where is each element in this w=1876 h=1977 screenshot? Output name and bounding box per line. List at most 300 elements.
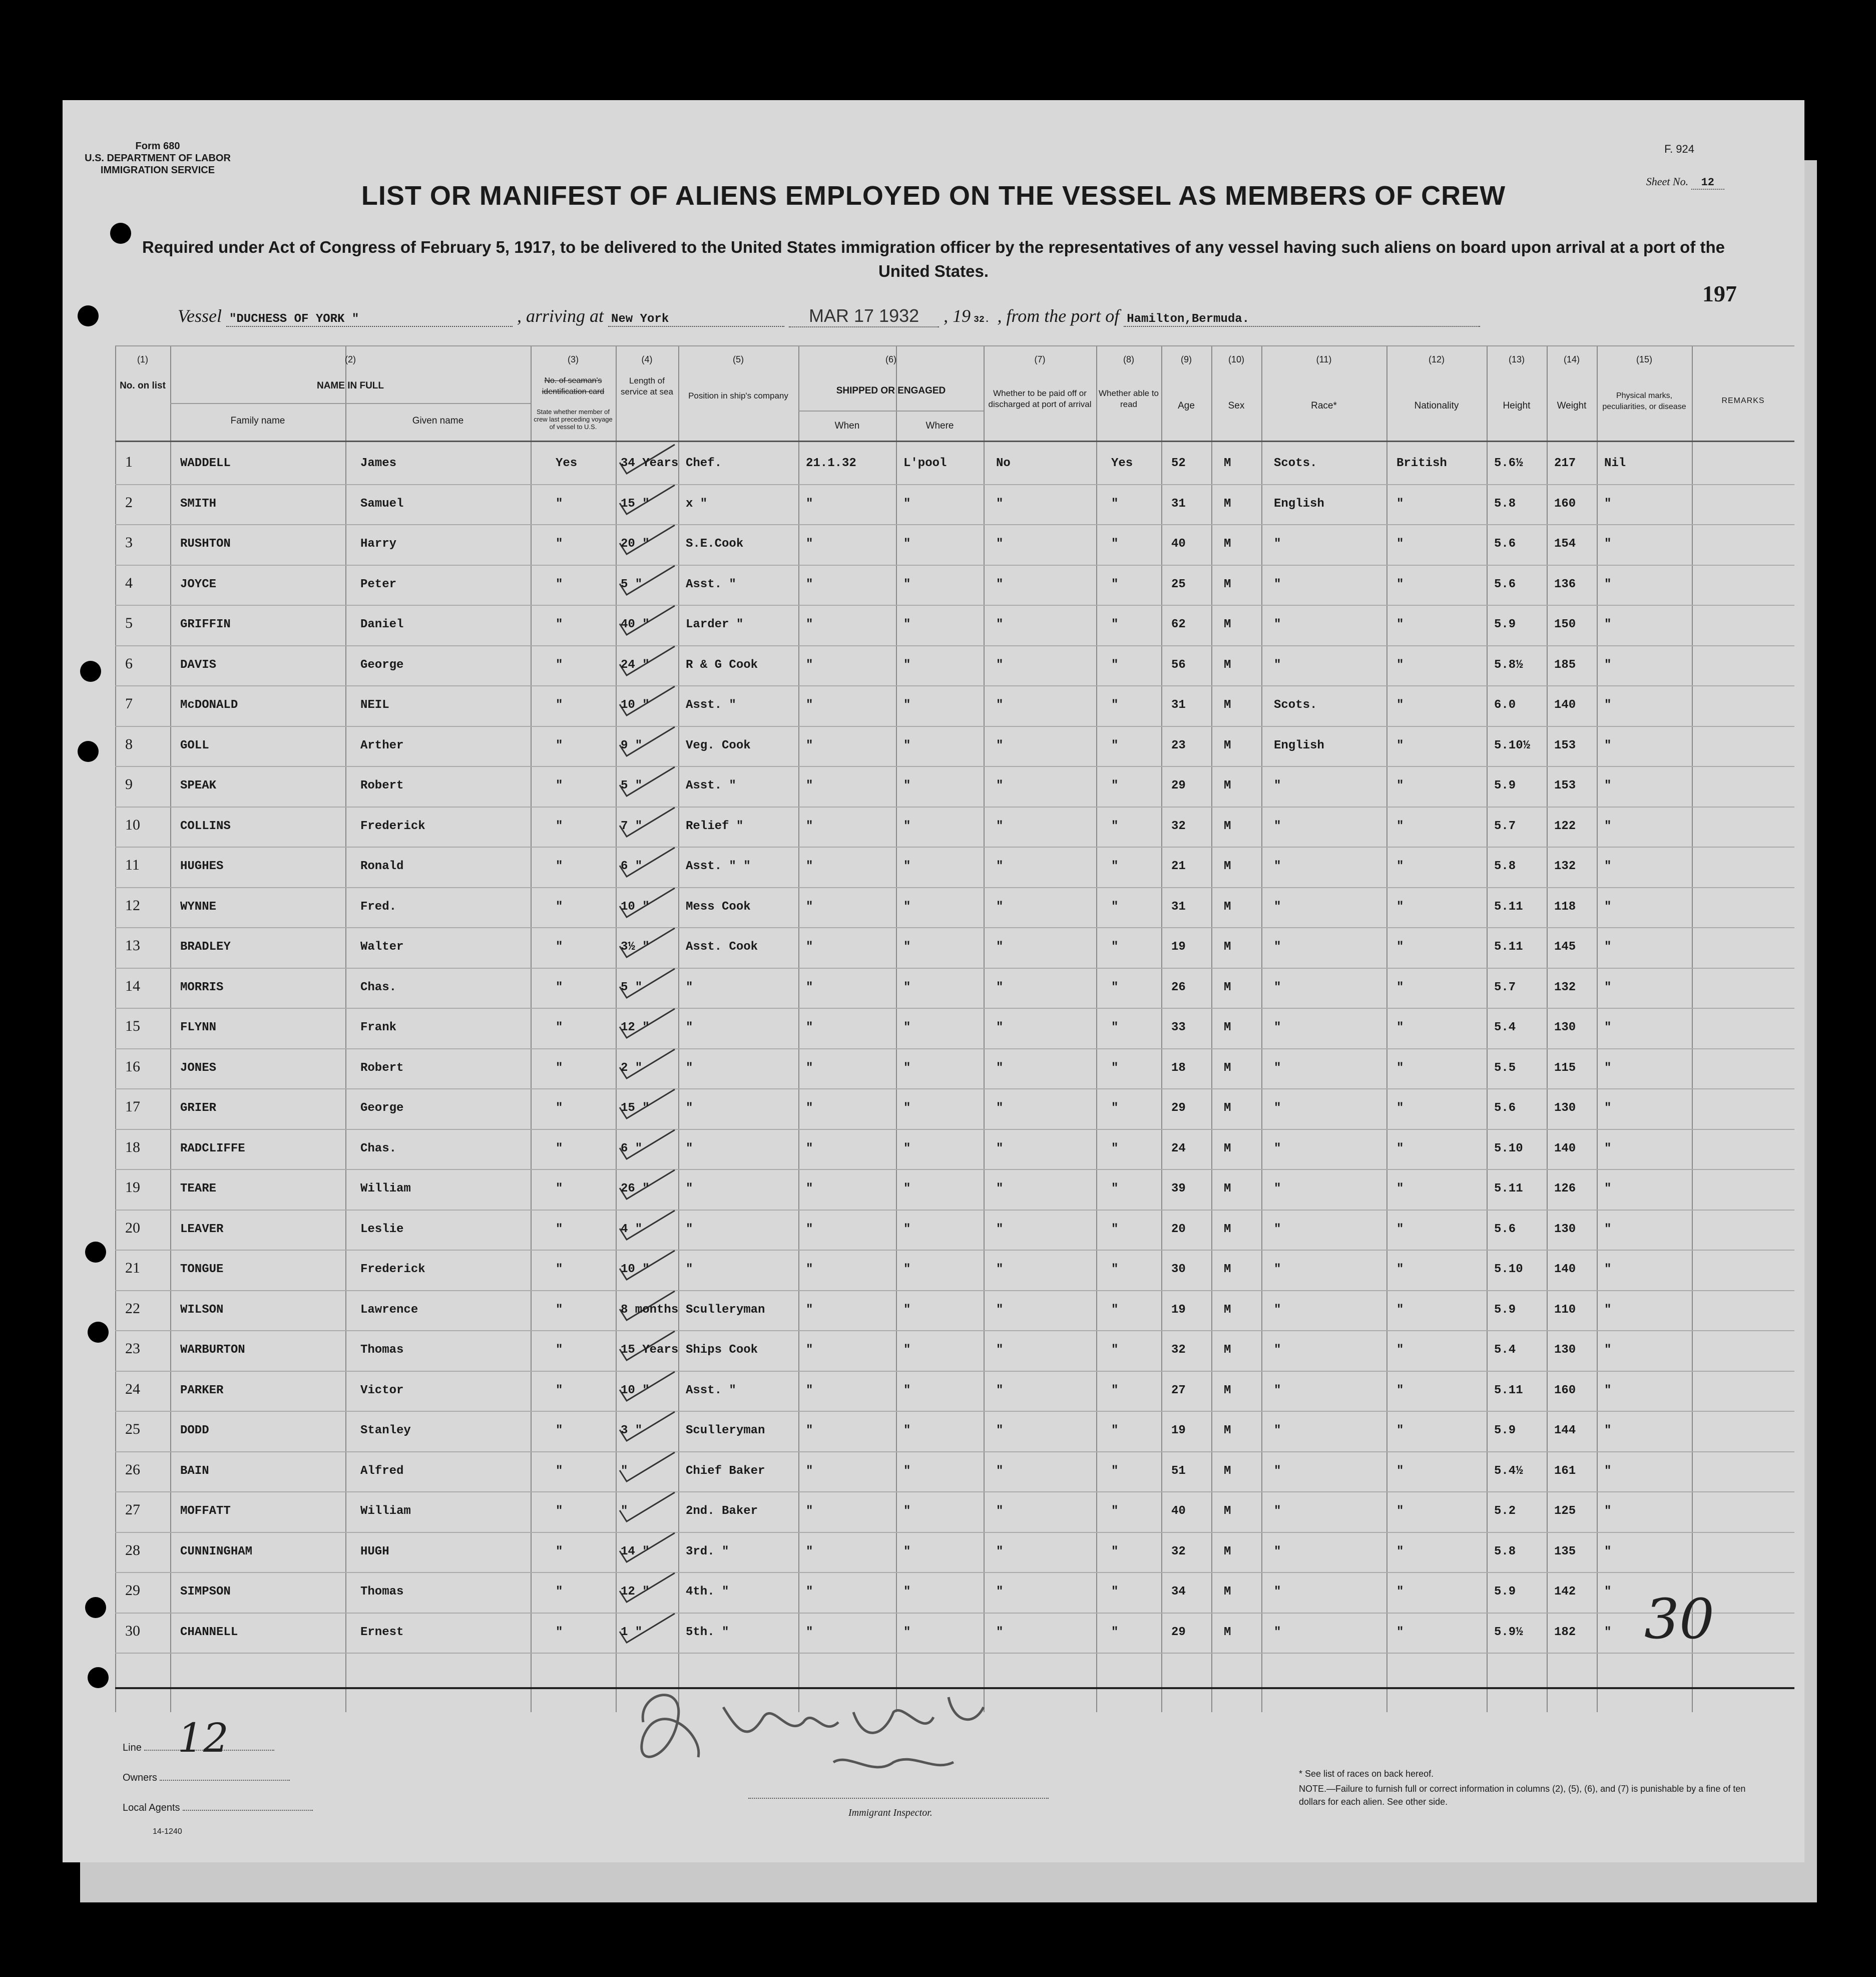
physical-marks: " <box>1604 1061 1612 1075</box>
shipped-where: " <box>903 577 911 591</box>
previous-voyage: Yes <box>556 457 578 470</box>
height: 5.6 <box>1494 577 1516 591</box>
height: 5.9 <box>1494 1303 1516 1317</box>
row-number: 8 <box>125 735 133 752</box>
position: 2nd. Baker <box>686 1504 758 1518</box>
given-name: Thomas <box>360 1585 404 1599</box>
age: 51 <box>1171 1464 1186 1478</box>
sex: M <box>1224 1383 1231 1397</box>
sex: M <box>1224 577 1231 591</box>
paid-off: " <box>996 1383 1004 1397</box>
weight: 150 <box>1554 618 1576 631</box>
race: " <box>1274 1585 1281 1599</box>
col-num-15: (15) <box>1636 354 1652 364</box>
length-of-service: 26 " <box>621 1182 650 1196</box>
length-of-service: 34 Years <box>621 457 679 470</box>
previous-voyage: " <box>556 980 563 994</box>
length-of-service: 24 " <box>621 658 650 672</box>
family-name: JONES <box>180 1061 217 1075</box>
row-number: 3 <box>125 534 133 551</box>
given-name: Fred. <box>360 900 397 914</box>
vessel-name: "DUCHESS OF YORK " <box>226 312 513 327</box>
weight: 132 <box>1554 980 1576 994</box>
sex: M <box>1224 1343 1231 1357</box>
race: " <box>1274 819 1281 833</box>
nationality: " <box>1396 900 1404 914</box>
race: " <box>1274 900 1281 914</box>
length-of-service: 14 " <box>621 1544 650 1558</box>
inspector-label: Immigrant Inspector. <box>848 1807 932 1818</box>
physical-marks: " <box>1604 819 1612 833</box>
shipped-when: " <box>806 537 813 551</box>
row-number: 25 <box>125 1421 140 1437</box>
col-num-3: (3) <box>568 354 579 364</box>
age: 32 <box>1171 819 1186 833</box>
shipped-when: " <box>806 618 813 631</box>
able-to-read: " <box>1111 860 1119 873</box>
given-name: Harry <box>360 537 397 551</box>
family-name: COLLINS <box>180 819 231 833</box>
weight: 130 <box>1554 1101 1576 1115</box>
able-to-read: " <box>1111 1222 1119 1236</box>
physical-marks: " <box>1604 1182 1612 1196</box>
col-num-7: (7) <box>1034 354 1046 364</box>
weight: 130 <box>1554 1222 1576 1236</box>
able-to-read: " <box>1111 1101 1119 1115</box>
row-number: 17 <box>125 1098 140 1115</box>
physical-marks: " <box>1604 537 1612 551</box>
nationality: " <box>1396 1101 1404 1115</box>
physical-marks: " <box>1604 1424 1612 1437</box>
given-name: Walter <box>360 940 404 954</box>
previous-voyage: " <box>556 779 563 793</box>
row-number: 9 <box>125 776 133 793</box>
nationality: " <box>1396 940 1404 954</box>
nationality: " <box>1396 1504 1404 1518</box>
family-name: RUSHTON <box>180 537 231 551</box>
row-number: 14 <box>125 977 140 994</box>
shipped-when: " <box>806 497 813 511</box>
weight: 160 <box>1554 1383 1576 1397</box>
height: 5.9 <box>1494 779 1516 793</box>
family-name: FLYNN <box>180 1021 217 1034</box>
nationality: " <box>1396 618 1404 631</box>
physical-marks: " <box>1604 980 1612 994</box>
shipped-when: " <box>806 1544 813 1558</box>
previous-voyage: " <box>556 537 563 551</box>
race: " <box>1274 537 1281 551</box>
paid-off: " <box>996 577 1004 591</box>
weight: 153 <box>1554 738 1576 752</box>
weight: 132 <box>1554 860 1576 873</box>
race: " <box>1274 1383 1281 1397</box>
given-name: Chas. <box>360 1141 397 1155</box>
age: 23 <box>1171 738 1186 752</box>
binder-hole <box>110 223 131 244</box>
race: " <box>1274 1021 1281 1034</box>
nationality: " <box>1396 577 1404 591</box>
previous-voyage: " <box>556 1263 563 1276</box>
able-to-read: " <box>1111 1464 1119 1478</box>
family-name: CUNNINGHAM <box>180 1544 253 1558</box>
length-of-service: 10 " <box>621 1263 650 1276</box>
height: 5.9 <box>1494 618 1516 631</box>
length-of-service: 5 " <box>621 980 643 994</box>
table-row <box>115 1372 1794 1412</box>
position: " <box>686 980 693 994</box>
weight: 140 <box>1554 1141 1576 1155</box>
shipped-where: " <box>903 1182 911 1196</box>
position: Asst. " <box>686 779 736 793</box>
form-number: Form 680 <box>135 141 180 152</box>
sex: M <box>1224 1424 1231 1437</box>
nationality: " <box>1396 1625 1404 1639</box>
given-name: Leslie <box>360 1222 404 1236</box>
weight: 160 <box>1554 497 1576 511</box>
height: 5.6½ <box>1494 457 1523 470</box>
binder-hole <box>85 1597 106 1618</box>
previous-voyage: " <box>556 1343 563 1357</box>
age: 19 <box>1171 940 1186 954</box>
physical-marks: " <box>1604 1343 1612 1357</box>
weight: 126 <box>1554 1182 1576 1196</box>
physical-marks: " <box>1604 497 1612 511</box>
nationality: " <box>1396 980 1404 994</box>
sex: M <box>1224 1061 1231 1075</box>
paid-off: " <box>996 1061 1004 1075</box>
age: 21 <box>1171 860 1186 873</box>
physical-marks: " <box>1604 1383 1612 1397</box>
paid-off: " <box>996 940 1004 954</box>
given-name: Ronald <box>360 860 404 873</box>
race: " <box>1274 1504 1281 1518</box>
height: 5.7 <box>1494 819 1516 833</box>
given-name: Lawrence <box>360 1303 418 1317</box>
given-name: Daniel <box>360 618 404 631</box>
able-to-read: " <box>1111 779 1119 793</box>
previous-voyage: " <box>556 900 563 914</box>
family-name: DODD <box>180 1424 209 1437</box>
sex: M <box>1224 819 1231 833</box>
physical-marks: " <box>1604 940 1612 954</box>
previous-voyage: " <box>556 1464 563 1478</box>
family-name: WILSON <box>180 1303 224 1317</box>
form-meta <box>83 140 233 176</box>
paid-off: " <box>996 537 1004 551</box>
race: " <box>1274 1625 1281 1639</box>
manifest-sheet <box>63 100 1804 1862</box>
family-name: HUGHES <box>180 860 224 873</box>
shipped-when: 21.1.32 <box>806 457 856 470</box>
row-number: 16 <box>125 1058 140 1075</box>
paid-off: " <box>996 1424 1004 1437</box>
length-of-service: 1 " <box>621 1625 643 1639</box>
physical-marks: " <box>1604 1625 1612 1639</box>
table-row <box>115 767 1794 807</box>
shipped-when: " <box>806 1464 813 1478</box>
shipped-where: " <box>903 1383 911 1397</box>
hdr-paid-off: Whether to be paid off or discharged at port of arrival <box>988 388 1092 409</box>
nationality: " <box>1396 1464 1404 1478</box>
shipped-where: " <box>903 1464 911 1478</box>
shipped-where: " <box>903 738 911 752</box>
able-to-read: " <box>1111 537 1119 551</box>
age: 52 <box>1171 457 1186 470</box>
row-number: 18 <box>125 1138 140 1155</box>
row-number: 21 <box>125 1260 140 1276</box>
given-name: Peter <box>360 577 397 591</box>
hdr-shipped: SHIPPED OR ENGAGED <box>836 385 946 396</box>
height: 5.4½ <box>1494 1464 1523 1478</box>
age: 39 <box>1171 1182 1186 1196</box>
physical-marks: " <box>1604 1504 1612 1518</box>
nationality: " <box>1396 1222 1404 1236</box>
height: 5.7 <box>1494 980 1516 994</box>
length-of-service: 12 " <box>621 1585 650 1599</box>
sex: M <box>1224 1021 1231 1034</box>
row-number: 23 <box>125 1340 140 1357</box>
weight: 125 <box>1554 1504 1576 1518</box>
hdr-no-on-list: No. on list <box>120 380 166 391</box>
binder-hole <box>88 1322 109 1343</box>
age: 31 <box>1171 497 1186 511</box>
col-num-4: (4) <box>641 354 653 364</box>
weight: 185 <box>1554 658 1576 672</box>
hdr-age: Age <box>1178 401 1195 411</box>
position: " <box>686 1021 693 1034</box>
sex: M <box>1224 860 1231 873</box>
race: " <box>1274 658 1281 672</box>
shipped-where: " <box>903 1303 911 1317</box>
vessel-line: Vessel "DUCHESS OF YORK " , arriving at New York MAR 17 1932 , 19 32. , from the port of Hamilton,Bermuda. <box>178 305 1480 327</box>
nationality: " <box>1396 1263 1404 1276</box>
hdr-length-service: Length of service at sea <box>621 376 673 397</box>
length-of-service: " <box>621 1504 628 1518</box>
race: Scots. <box>1274 457 1317 470</box>
shipped-when: " <box>806 1303 813 1317</box>
physical-marks: " <box>1604 1101 1612 1115</box>
table-row <box>115 646 1794 686</box>
nationality: " <box>1396 1544 1404 1558</box>
sex: M <box>1224 779 1231 793</box>
given-name: Alfred <box>360 1464 404 1478</box>
length-of-service: 6 " <box>621 860 643 873</box>
race: English <box>1274 497 1324 511</box>
shipped-where: " <box>903 980 911 994</box>
table-row <box>115 1009 1794 1049</box>
weight: 154 <box>1554 537 1576 551</box>
hdr-seaman-note: State whether member of crew last preceding voyage of vessel to U.S. <box>534 408 613 431</box>
age: 33 <box>1171 1021 1186 1034</box>
col-num-12: (12) <box>1428 354 1445 364</box>
sex: M <box>1224 457 1231 470</box>
nationality: " <box>1396 1021 1404 1034</box>
table-row <box>115 848 1794 888</box>
family-name: PARKER <box>180 1383 224 1397</box>
shipped-when: " <box>806 1343 813 1357</box>
height: 5.6 <box>1494 1222 1516 1236</box>
height: 5.10½ <box>1494 738 1531 752</box>
sex: M <box>1224 1182 1231 1196</box>
paid-off: " <box>996 980 1004 994</box>
table-row <box>115 1573 1794 1613</box>
shipped-where: " <box>903 1101 911 1115</box>
previous-voyage: " <box>556 1625 563 1639</box>
able-to-read: " <box>1111 577 1119 591</box>
position: Sculleryman <box>686 1424 765 1437</box>
age: 20 <box>1171 1222 1186 1236</box>
row-number: 6 <box>125 655 133 672</box>
physical-marks: " <box>1604 1303 1612 1317</box>
nationality: " <box>1396 1303 1404 1317</box>
table-row <box>115 727 1794 767</box>
race: " <box>1274 1182 1281 1196</box>
hdr-seaman-card: No. of seaman's identification card <box>542 376 605 396</box>
previous-voyage: " <box>556 940 563 954</box>
race: " <box>1274 980 1281 994</box>
hdr-position: Position in ship's company <box>688 391 788 401</box>
weight: 135 <box>1554 1544 1576 1558</box>
family-name: WYNNE <box>180 900 217 914</box>
col-num-14: (14) <box>1563 354 1580 364</box>
nationality: " <box>1396 779 1404 793</box>
position: Asst. " <box>686 1383 736 1397</box>
sheet-number: Sheet No. 12 <box>1646 175 1724 189</box>
shipped-where: " <box>903 1263 911 1276</box>
paid-off: " <box>996 779 1004 793</box>
able-to-read: " <box>1111 1182 1119 1196</box>
height: 5.11 <box>1494 1383 1523 1397</box>
shipped-where: " <box>903 1585 911 1599</box>
shipped-where: " <box>903 1504 911 1518</box>
sex: M <box>1224 658 1231 672</box>
shipped-when: " <box>806 1585 813 1599</box>
race: " <box>1274 1544 1281 1558</box>
height: 5.10 <box>1494 1141 1523 1155</box>
col-num-10: (10) <box>1228 354 1244 364</box>
nationality: " <box>1396 860 1404 873</box>
row-number: 29 <box>125 1582 140 1599</box>
shipped-when: " <box>806 819 813 833</box>
position: R & G Cook <box>686 658 758 672</box>
weight: 136 <box>1554 577 1576 591</box>
able-to-read: " <box>1111 1303 1119 1317</box>
paid-off: No <box>996 457 1011 470</box>
height: 5.11 <box>1494 940 1523 954</box>
height: 5.6 <box>1494 537 1516 551</box>
binder-hole <box>88 1667 109 1688</box>
position: Asst. Cook <box>686 940 758 954</box>
age: 31 <box>1171 698 1186 712</box>
shipped-where: " <box>903 1424 911 1437</box>
height: 5.8 <box>1494 497 1516 511</box>
weight: 115 <box>1554 1061 1576 1075</box>
age: 62 <box>1171 618 1186 631</box>
table-row <box>115 1170 1794 1210</box>
length-of-service: 3 " <box>621 1424 643 1437</box>
able-to-read: " <box>1111 940 1119 954</box>
table-row <box>115 1412 1794 1452</box>
shipped-when: " <box>806 1263 813 1276</box>
nationality: " <box>1396 497 1404 511</box>
given-name: George <box>360 1101 404 1115</box>
position: Chef. <box>686 457 722 470</box>
weight: 130 <box>1554 1021 1576 1034</box>
row-number: 1 <box>125 454 133 470</box>
table-row <box>115 485 1794 525</box>
f-number: F. 924 <box>1664 143 1694 155</box>
physical-marks: " <box>1604 618 1612 631</box>
height: 5.9 <box>1494 1424 1516 1437</box>
age: 32 <box>1171 1343 1186 1357</box>
position: Relief " <box>686 819 744 833</box>
family-name: LEAVER <box>180 1222 224 1236</box>
shipped-when: " <box>806 940 813 954</box>
position: " <box>686 1101 693 1115</box>
shipped-where: " <box>903 1061 911 1075</box>
length-of-service: 5 " <box>621 779 643 793</box>
sex: M <box>1224 1101 1231 1115</box>
shipped-when: " <box>806 1021 813 1034</box>
paid-off: " <box>996 1021 1004 1034</box>
arrival-port: New York <box>608 312 784 327</box>
family-name: GOLL <box>180 738 209 752</box>
position: " <box>686 1061 693 1075</box>
table-row <box>115 445 1794 485</box>
race: " <box>1274 779 1281 793</box>
table-row <box>115 1492 1794 1532</box>
table-row <box>115 606 1794 646</box>
shipped-where: " <box>903 1222 911 1236</box>
date-stamp: MAR 17 1932 <box>789 305 939 327</box>
age: 19 <box>1171 1424 1186 1437</box>
hdr-name-in-full: NAME IN FULL <box>316 380 384 391</box>
paid-off: " <box>996 1504 1004 1518</box>
sex: M <box>1224 1464 1231 1478</box>
race: " <box>1274 1061 1281 1075</box>
position: " <box>686 1182 693 1196</box>
race: " <box>1274 1303 1281 1317</box>
department: U.S. DEPARTMENT OF LABOR <box>85 153 231 164</box>
position: Ships Cook <box>686 1343 758 1357</box>
given-name: Robert <box>360 779 404 793</box>
position: Chief Baker <box>686 1464 765 1478</box>
nationality: " <box>1396 1383 1404 1397</box>
row-number: 2 <box>125 494 133 511</box>
physical-marks: " <box>1604 1464 1612 1478</box>
row-number: 13 <box>125 937 140 954</box>
given-name: William <box>360 1182 411 1196</box>
sex: M <box>1224 940 1231 954</box>
row-number: 5 <box>125 615 133 631</box>
previous-voyage: " <box>556 577 563 591</box>
position: Asst. " " <box>686 860 751 873</box>
row-number: 20 <box>125 1219 140 1236</box>
given-name: Frederick <box>360 1263 425 1276</box>
departure-port: Hamilton,Bermuda. <box>1124 312 1480 327</box>
nationality: " <box>1396 698 1404 712</box>
family-name: BAIN <box>180 1464 209 1478</box>
physical-marks: " <box>1604 658 1612 672</box>
given-name: Robert <box>360 1061 404 1075</box>
nationality: " <box>1396 1585 1404 1599</box>
position: S.E.Cook <box>686 537 744 551</box>
sex: M <box>1224 1625 1231 1639</box>
row-number: 12 <box>125 897 140 914</box>
col-num-13: (13) <box>1508 354 1525 364</box>
table-row <box>115 1614 1794 1654</box>
able-to-read: " <box>1111 1504 1119 1518</box>
